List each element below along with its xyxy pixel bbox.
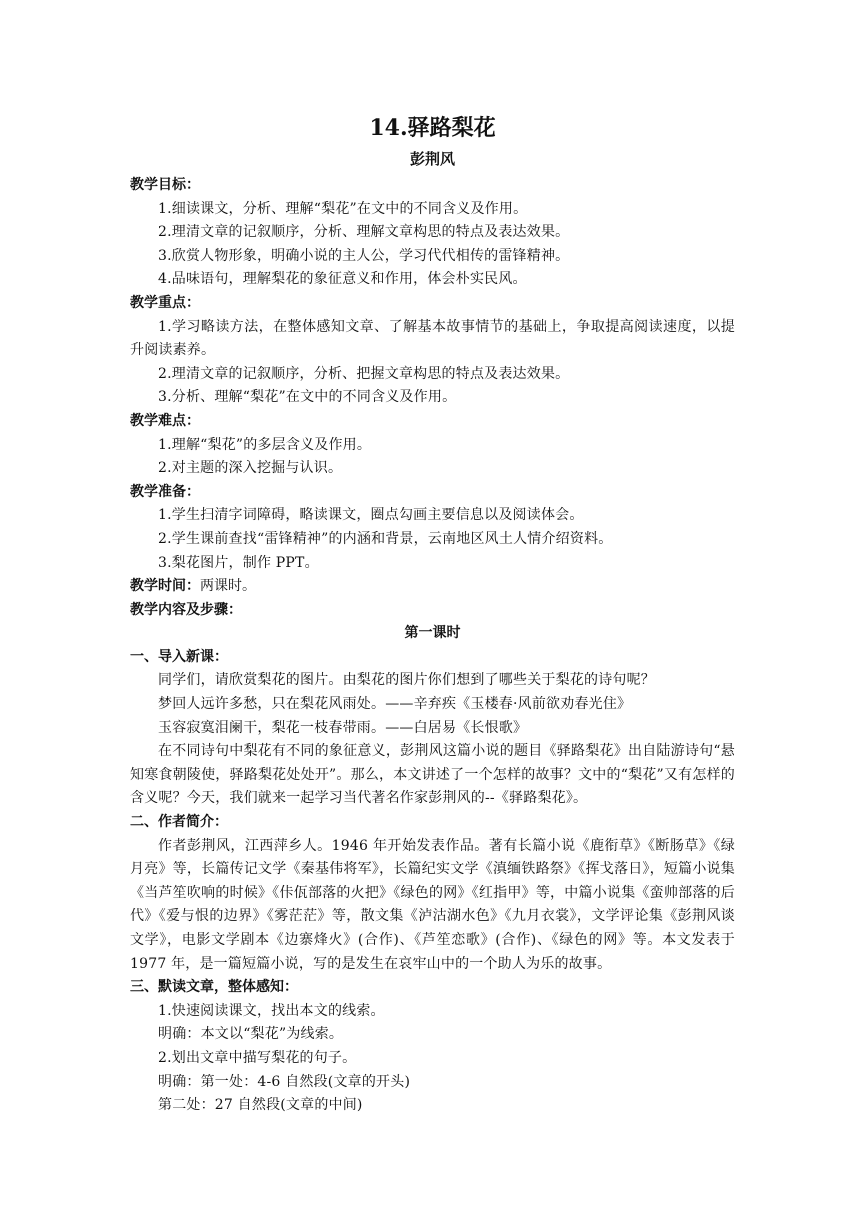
section3-heading: 三、默读文章，整体感知：: [130, 979, 298, 996]
section3-paragraph: 第二处：27 自然段(文章的中间): [158, 1097, 363, 1114]
difficulties-heading: 教学难点：: [130, 412, 200, 429]
section2-paragraph: 作者彭荆风，江西萍乡人。1946 年开始发表作品。著有长篇小说《鹿衔草》《断肠草》《绿月亮》等，长篇传记文学《秦基伟将军》，长篇纪实文学《滇缅铁路祭》《挥戈落日》，短篇小说集《当芦笙吹响的时候》《佧佤部落的火把》《绿色的网》《红指甲》等，中篇小说集《蛮帅部落的后代》《爱与恨的边界》《雾茫茫》等，散文集《泸沽湖水色》《九月衣裳》，文学评论集《彭荆风谈文学》，电影文学剧本《边寨烽火》(合作)、《芦笙恋歌》(合作)、《绿色的网》等。本文发表于 1977 年，是一篇短篇小说，写的是发生在哀牢山中的一个助人为乐的故事。: [130, 837, 735, 972]
content-heading: 教学内容及步骤：: [130, 601, 242, 618]
lesson-heading: 第一课时: [404, 625, 461, 642]
preparation-item: 3.梨花图片，制作 PPT。: [158, 554, 319, 571]
document-page: [130, 112, 735, 1118]
document-author: 彭荆风: [409, 150, 455, 168]
objective-item: 2.理清文章的记叙顺序，分析、理解文章构思的特点及表达效果。: [158, 224, 570, 241]
preparation-item: 1.学生扫清字词障碍，略读课文，圈点勾画主要信息以及阅读体会。: [158, 507, 584, 524]
section1-heading: 一、导入新课：: [130, 648, 228, 665]
difficulty-item: 1.理解“梨花”的多层含义及作用。: [158, 436, 372, 453]
difficulty-item: 2.对主题的深入挖掘与认识。: [158, 460, 343, 477]
section1-paragraph: 梦回人远许多愁，只在梨花风雨处。——辛弃疾《玉楼春·风前欲劝春光住》: [158, 696, 632, 713]
section3-paragraph: 2.划出文章中描写梨花的句子。: [158, 1049, 357, 1066]
objective-item: 4.品味语句，理解梨花的象征意义和作用，体会朴实民风。: [158, 271, 527, 288]
key-point-item: 3.分析、理解“梨花”在文中的不同含义及作用。: [158, 389, 457, 406]
section3-paragraph: 明确：本文以“梨花”为线索。: [158, 1026, 344, 1043]
key-point-item: 1.学习略读方法，在整体感知文章、了解基本故事情节的基础上，争取提高阅读速度，以提升阅读素养。: [130, 318, 735, 359]
objectives-heading: 教学目标：: [130, 177, 200, 193]
teaching-time: [130, 575, 735, 599]
section1-paragraph: 同学们，请欣赏梨花的图片。由梨花的图片你们想到了哪些关于梨花的诗句呢？: [158, 672, 655, 689]
document-title: 14.驿路梨花: [369, 115, 496, 141]
teaching-time-label: 教学时间：: [130, 578, 200, 595]
section1-paragraph: 在不同诗句中梨花有不同的象征意义，彭荆风这篇小说的题目《驿路梨花》出自陆游诗句“悬知寒食朝陵使，驿路梨花处处开”。那么，本文讲述了一个怎样的故事？文中的“梨花”又有怎样的含义呢？今天，我们就来一起学习当代著名作家彭荆风的--《驿路梨花》。: [130, 743, 735, 807]
preparation-heading: 教学准备：: [130, 483, 200, 500]
section3-paragraph: 明确：第一处：4-6 自然段(文章的开头): [158, 1073, 411, 1090]
objective-item: 1.细读课文，分析、理解“梨花”在文中的不同含义及作用。: [158, 200, 528, 217]
key-points-heading: 教学重点：: [130, 294, 200, 311]
section2-heading: 二、作者简介：: [130, 814, 228, 831]
preparation-item: 2.学生课前查找“雷锋精神”的内涵和背景，云南地区风土人情介绍资料。: [158, 530, 613, 547]
key-point-item: 2.理清文章的记叙顺序，分析、把握文章构思的特点及表达效果。: [158, 365, 570, 382]
teaching-time-value: 两课时。: [200, 578, 256, 595]
section3-paragraph: 1.快速阅读课文，找出本文的线索。: [158, 1002, 385, 1019]
section1-paragraph: 玉容寂寞泪阑干，梨花一枝春带雨。——白居易《长恨歌》: [158, 719, 528, 736]
objective-item: 3.欣赏人物形象，明确小说的主人公，学习代代相传的雷锋精神。: [158, 247, 570, 264]
